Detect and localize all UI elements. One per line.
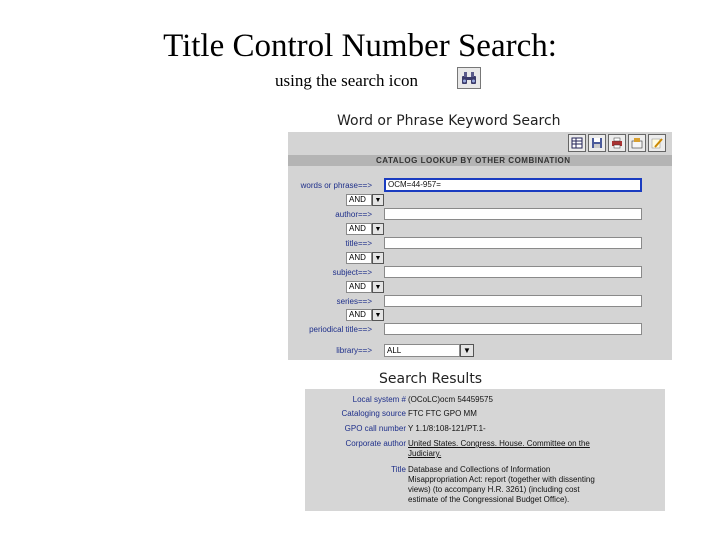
chevron-down-icon[interactable]: ▼ [372,194,384,206]
chevron-down-icon[interactable]: ▼ [372,281,384,293]
operator-select-value: AND [346,281,372,293]
title-result-line-1: Database and Collections of Information [408,465,551,474]
title-result-line-4: estimate of the Congressional Budget Office). [408,495,570,504]
title-result-line-3: views) (to accompany H.R. 3261) (including cost [408,485,580,494]
corporate-author-link-line-2[interactable]: Judiciary. [408,449,442,458]
panel-header [288,155,672,166]
cataloging-source-value: FTC FTC GPO MM [408,409,477,418]
panel-header-text: CATALOG LOOKUP BY OTHER COMBINATION [376,156,571,165]
panel-toolbar [568,134,666,152]
title-result-label: Title [391,465,406,474]
periodical-title-field[interactable] [384,323,642,335]
library-select[interactable] [384,344,474,357]
cataloging-source-label: Cataloging source [341,409,406,418]
email-icon[interactable] [628,134,646,152]
author-field[interactable] [384,208,642,220]
title-field[interactable] [384,237,642,249]
library-label: library==> [336,346,372,355]
operator-select-4[interactable] [346,281,384,293]
chevron-down-icon[interactable]: ▼ [372,223,384,235]
operator-select-3[interactable] [346,252,384,264]
gpo-call-number-value: Y 1.1/8:108-121/PT.1- [408,424,486,433]
words-or-phrase-field[interactable]: OCM=44-957= [384,178,642,192]
author-label: author==> [335,210,372,219]
binoculars-icon[interactable] [457,67,481,89]
table-icon[interactable] [568,134,586,152]
operator-select-value: AND [346,194,372,206]
corporate-author-link-line-1[interactable]: United States. Congress. House. Committee on the [408,439,590,448]
subject-label: subject==> [332,268,372,277]
slide-subtitle: using the search icon [275,71,419,90]
slide-title: Title Control Number Search: [163,28,557,64]
library-select-value: ALL [384,344,460,357]
title-label: title==> [345,239,372,248]
keyword-search-heading: Word or Phrase Keyword Search [337,113,561,129]
local-system-label: Local system # [352,395,406,404]
words-or-phrase-label: words or phrase==> [300,181,372,190]
gpo-call-number-label: GPO call number [344,424,406,433]
save-icon[interactable] [588,134,606,152]
print-icon[interactable] [608,134,626,152]
title-result-line-2: Misappropriation Act: report (together with dissenting [408,475,595,484]
series-field[interactable] [384,295,642,307]
operator-select-value: AND [346,223,372,235]
local-system-value: (OCoLC)ocm 54459575 [408,395,493,404]
periodical-title-label: periodical title==> [309,325,372,334]
subject-field[interactable] [384,266,642,278]
operator-select-5[interactable] [346,309,384,321]
operator-select-1[interactable] [346,194,384,206]
search-results-heading: Search Results [379,371,483,387]
corporate-author-label: Corporate author [345,439,406,448]
operator-select-2[interactable] [346,223,384,235]
series-label: series==> [336,297,372,306]
operator-select-value: AND [346,309,372,321]
edit-icon[interactable] [648,134,666,152]
search-results-panel [305,389,665,511]
keyword-search-panel [288,132,672,360]
operator-select-value: AND [346,252,372,264]
chevron-down-icon[interactable]: ▼ [372,252,384,264]
chevron-down-icon[interactable]: ▼ [460,344,474,357]
chevron-down-icon[interactable]: ▼ [372,309,384,321]
